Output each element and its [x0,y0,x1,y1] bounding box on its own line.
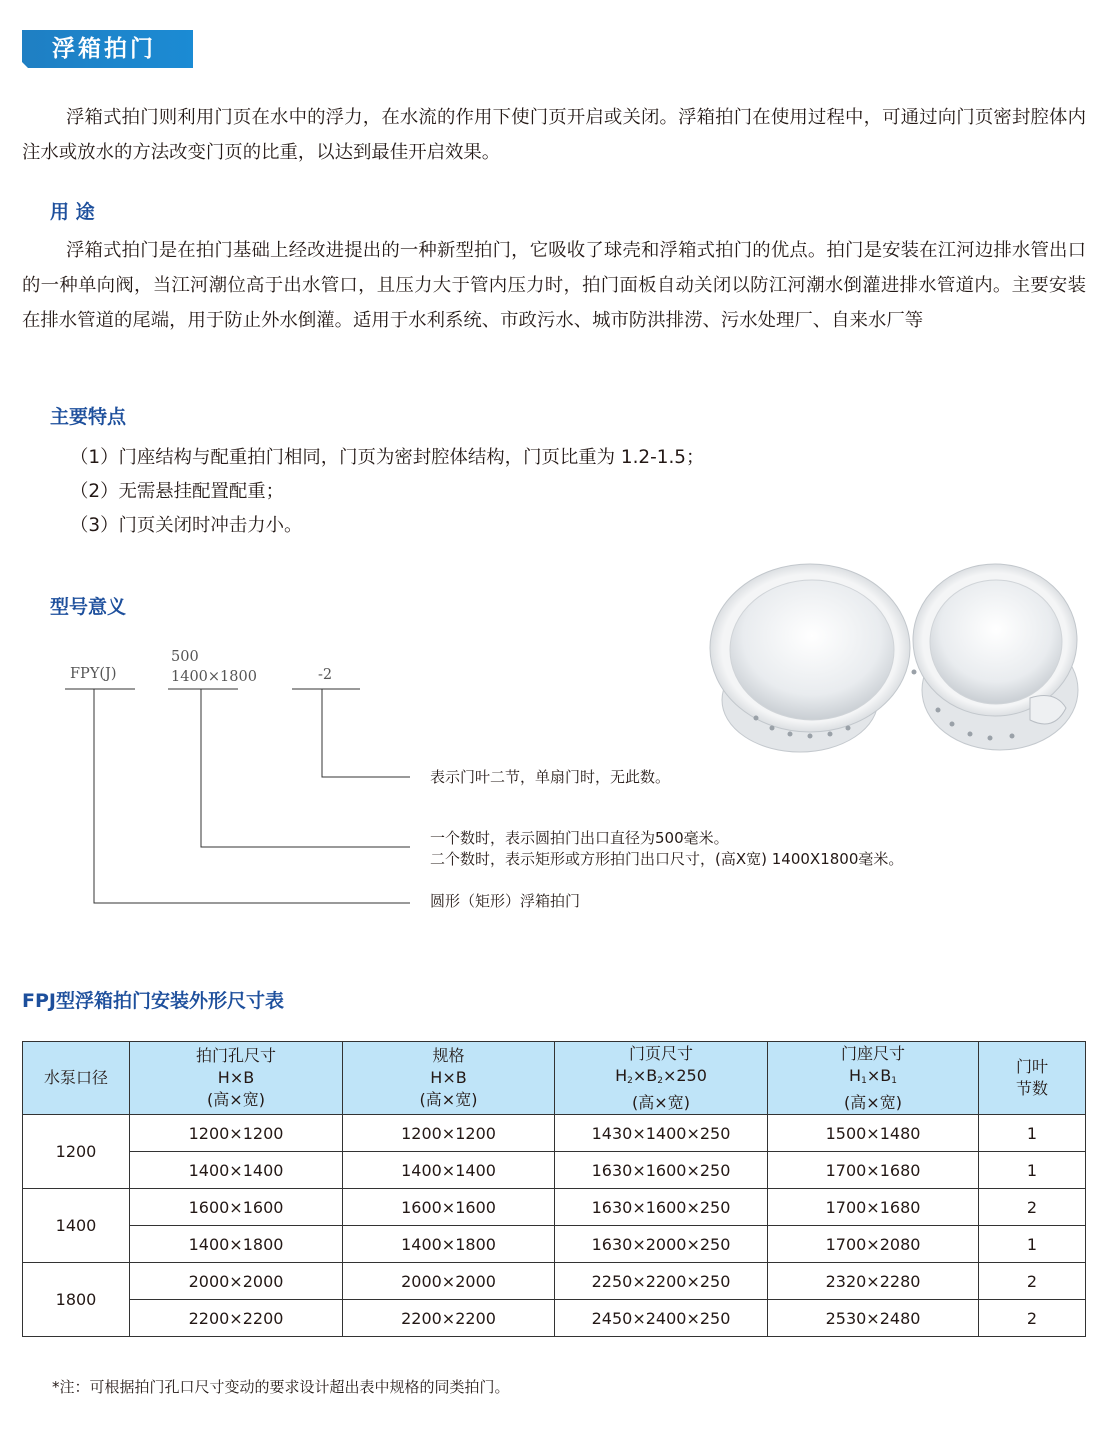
table-row [23,1300,1086,1337]
model-heading: 型号意义 [50,596,127,618]
model-size-rect: 1400×1800 [171,669,257,685]
table-cell: 1200×1200 [343,1115,555,1152]
table-cell: 2000×2000 [343,1263,555,1300]
table-row [23,1263,1086,1300]
feature-item-3: （3）门页关闭时冲击力小。 [70,515,303,536]
dimension-table [22,1041,1086,1337]
footnote: *注：可根据拍门孔口尺寸变动的要求设计超出表中规格的同类拍门。 [52,1378,510,1396]
usage-heading: 用 途 [50,201,95,223]
header-leaf-count: 门叶 节数 [979,1042,1086,1115]
table-cell: 1700×1680 [768,1152,979,1189]
table-cell: 1400×1800 [343,1226,555,1263]
table-row [23,1226,1086,1263]
table-cell: 1600×1600 [343,1189,555,1226]
table-cell: 1630×1600×250 [555,1189,768,1226]
section-title: 浮箱拍门 [52,36,156,62]
header-seat-size: 门座尺寸 $H_1\times B_1$ (高×宽) [768,1042,979,1115]
header-spec: 规格 H×B (高×宽) [343,1042,555,1115]
table-cell: 2 [979,1263,1086,1300]
table-row [23,1115,1086,1152]
table-cell: 1630×1600×250 [555,1152,768,1189]
table-cell: 1500×1480 [768,1115,979,1152]
table-cell: 1700×2080 [768,1226,979,1263]
model-desc-type: 圆形（矩形）浮箱拍门 [430,892,581,910]
usage-paragraph: 浮箱式拍门是在拍门基础上经改进提出的一种新型拍门，它吸收了球壳和浮箱式拍门的优点。拍门是安装在江河边排水管出口的一种单向阀，当江河潮位高于出水管口，且压力大于管内压力时，拍门面板自动关闭以防江河潮水倒灌进排水管道内。主要安装在排水管道的尾端，用于防止外水倒灌。适用于水利系统、市政污水、城市防洪排涝、污水处理厂、自来水厂等 [22,240,1086,331]
table-cell: 2200×2200 [130,1300,343,1337]
table-cell: 1 [979,1152,1086,1189]
table-cell: 2 [979,1189,1086,1226]
model-desc-size-2: 二个数时，表示矩形或方形拍门出口尺寸，(高X宽) 1400X1800毫米。 [430,850,904,868]
table-cell: 1430×1400×250 [555,1115,768,1152]
table-row [23,1152,1086,1189]
table-cell: 2320×2280 [768,1263,979,1300]
table-cell: 2530×2480 [768,1300,979,1337]
table-cell: 1400×1800 [130,1226,343,1263]
pump-cell: 1400 [23,1189,130,1263]
table-cell: 1600×1600 [130,1189,343,1226]
table-cell: 1700×1680 [768,1189,979,1226]
table-cell: 2250×2200×250 [555,1263,768,1300]
product-photo [700,560,1090,760]
table-cell: 1200×1200 [130,1115,343,1152]
table-cell: 2450×2400×250 [555,1300,768,1337]
header-opening-size: 拍门孔尺寸 H×B (高×宽) [130,1042,343,1115]
table-cell: 1630×2000×250 [555,1226,768,1263]
header-pump-diameter: 水泵口径 [23,1042,130,1115]
feature-item-2: （2）无需悬挂配置配重； [70,481,284,502]
model-suffix: -2 [318,667,333,683]
table-cell: 2 [979,1300,1086,1337]
table-row [23,1189,1086,1226]
table-cell: 1 [979,1226,1086,1263]
intro-paragraph: 浮箱式拍门则利用门页在水中的浮力，在水流的作用下使门页开启或关闭。浮箱拍门在使用过程中，可通过向门页密封腔体内注水或放水的方法改变门页的比重，以达到最佳开启效果。 [22,107,1086,163]
table-cell: 1400×1400 [343,1152,555,1189]
table-cell: 1400×1400 [130,1152,343,1189]
model-size-round: 500 [171,649,199,665]
feature-item-1: （1）门座结构与配重拍门相同，门页为密封腔体结构，门页比重为 1.2-1.5； [70,447,705,468]
model-desc-leaves: 表示门叶二节，单扇门时，无此数。 [430,768,671,786]
model-code-prefix: FPY(J) [70,666,117,682]
table-cell: 2000×2000 [130,1263,343,1300]
features-heading: 主要特点 [50,406,127,428]
pump-cell: 1200 [23,1115,130,1189]
pump-cell: 1800 [23,1263,130,1337]
model-desc-size-1: 一个数时，表示圆拍门出口直径为500毫米。 [430,829,729,847]
table-cell: 2200×2200 [343,1300,555,1337]
header-leaf-size: 门页尺寸 $H_2\times B_2\times 250$ (高×宽) [555,1042,768,1115]
table-cell: 1 [979,1115,1086,1152]
table-header-row [23,1042,1086,1115]
table-title: FPJ型浮箱拍门安装外形尺寸表 [22,990,284,1012]
